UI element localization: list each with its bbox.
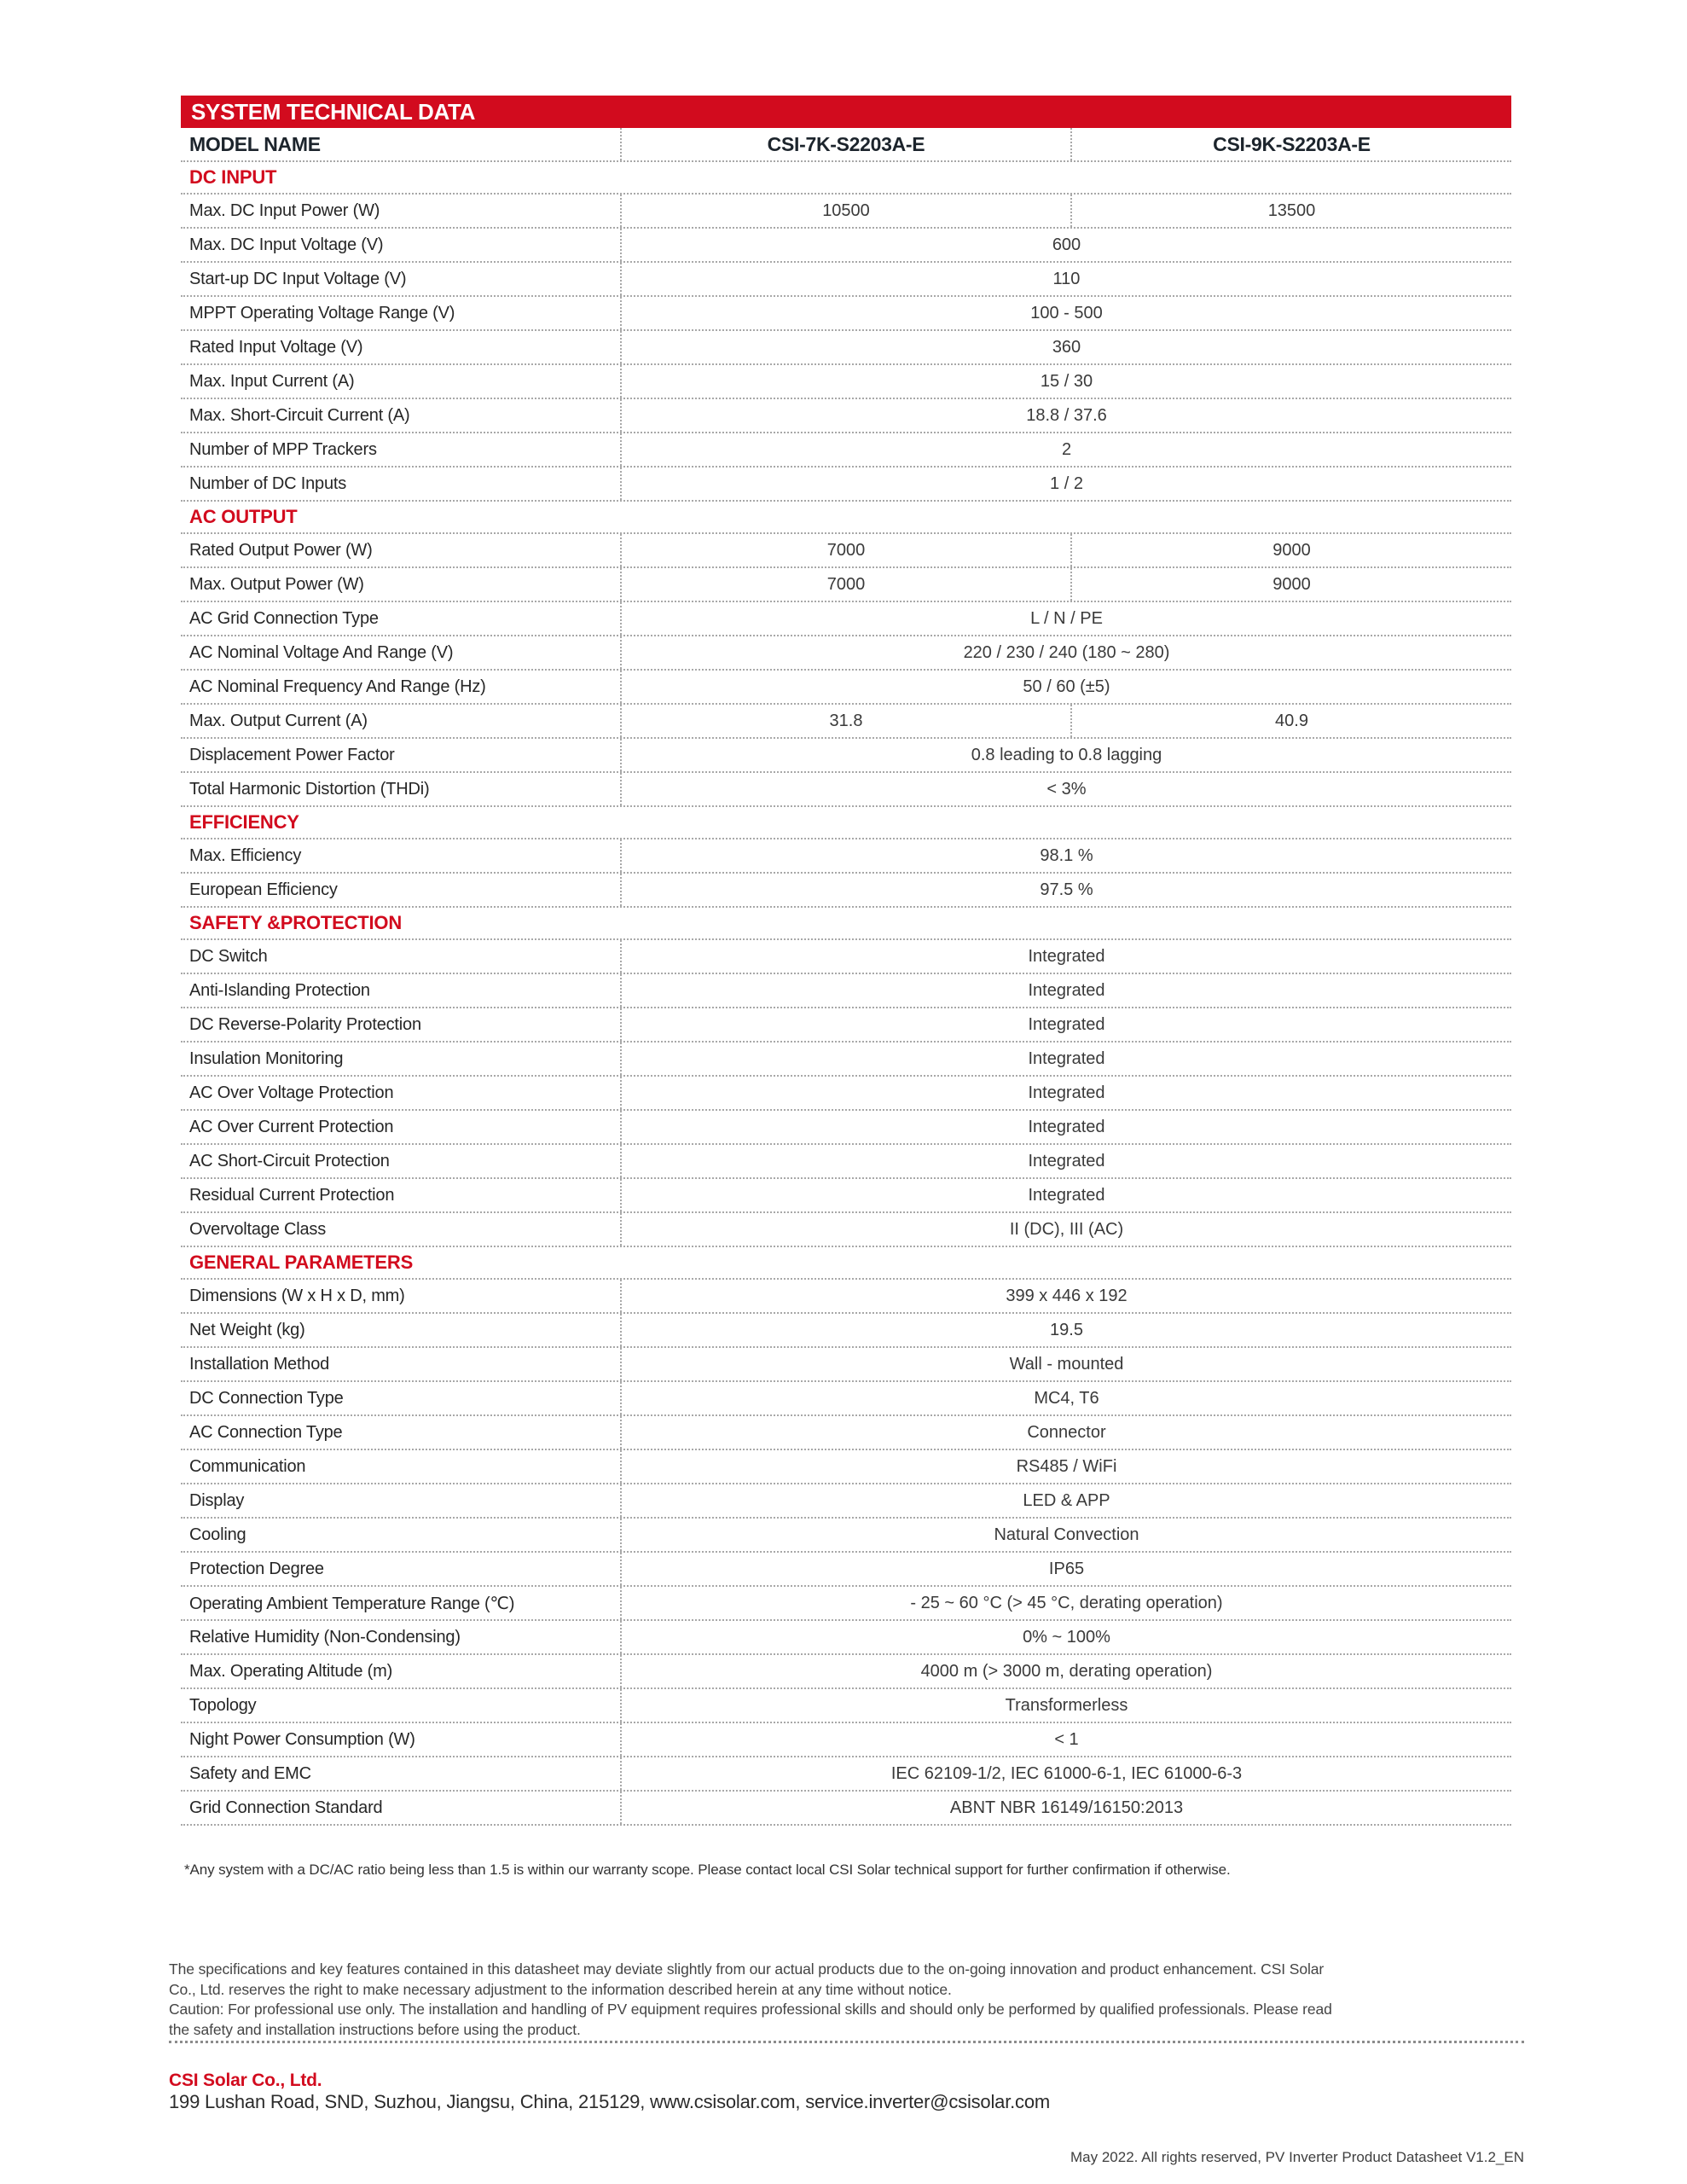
spec-row <box>181 1077 1511 1111</box>
section-header-row <box>181 807 1511 839</box>
spec-label: Insulation Monitoring <box>181 1043 622 1075</box>
spec-label: Max. DC Input Power (W) <box>181 195 622 227</box>
spec-label: Cooling <box>181 1519 622 1551</box>
spec-label: Installation Method <box>181 1348 622 1380</box>
section-banner <box>181 96 1511 128</box>
spec-label: Max. DC Input Voltage (V) <box>181 229 622 261</box>
spec-row <box>181 739 1511 773</box>
spec-row <box>181 1655 1511 1689</box>
spec-label: Max. Operating Altitude (m) <box>181 1655 622 1687</box>
spec-row <box>181 1587 1511 1621</box>
spec-label: Max. Efficiency <box>181 839 622 872</box>
section-title: SAFETY &PROTECTION <box>189 912 403 933</box>
spec-row <box>181 1280 1511 1314</box>
spec-row <box>181 1213 1511 1247</box>
spec-label: Max. Output Power (W) <box>181 568 622 601</box>
spec-label: Number of DC Inputs <box>181 468 622 500</box>
spec-row <box>181 229 1511 263</box>
spec-value: Connector <box>1027 1422 1106 1442</box>
banner-title: SYSTEM TECHNICAL DATA <box>191 98 476 125</box>
disclaimer-block <box>169 1960 1332 2040</box>
spec-value: Integrated <box>1028 946 1105 966</box>
disclaimer-line: Caution: For professional use only. The installation and handling of PV equipment requires professional skills and should only be performed by qualified professionals. Please read <box>169 2001 1332 2018</box>
spec-value: 50 / 60 (±5) <box>1023 677 1110 696</box>
spec-row <box>181 1689 1511 1723</box>
spec-label: Max. Output Current (A) <box>181 705 622 737</box>
spec-label: Topology <box>181 1689 622 1722</box>
spec-label: DC Reverse-Polarity Protection <box>181 1008 622 1041</box>
spec-value: Integrated <box>1028 1083 1105 1102</box>
spec-row <box>181 468 1511 502</box>
spec-value-model2: 13500 <box>1267 200 1316 220</box>
spec-row <box>181 1416 1511 1450</box>
footer-divider <box>169 2041 1524 2043</box>
spec-label: Residual Current Protection <box>181 1179 622 1211</box>
section-title: EFFICIENCY <box>189 811 299 833</box>
section-header-row <box>181 908 1511 940</box>
spec-label: European Efficiency <box>181 874 622 906</box>
spec-row <box>181 1519 1511 1553</box>
datasheet-version: May 2022. All rights reserved, PV Inverter Product Datasheet V1.2_EN <box>1070 2149 1524 2165</box>
spec-label: AC Short-Circuit Protection <box>181 1145 622 1177</box>
spec-row <box>181 433 1511 468</box>
spec-label: Night Power Consumption (W) <box>181 1723 622 1756</box>
spec-value: Natural Convection <box>994 1525 1139 1544</box>
section-title: AC OUTPUT <box>189 506 298 527</box>
spec-value: < 1 <box>1054 1729 1079 1749</box>
spec-label: Rated Output Power (W) <box>181 534 622 566</box>
spec-value: Integrated <box>1028 980 1105 1000</box>
spec-row <box>181 331 1511 365</box>
section-title: DC INPUT <box>189 166 277 188</box>
spec-value: Wall - mounted <box>1009 1354 1124 1374</box>
spec-row <box>181 1111 1511 1145</box>
spec-value: 360 <box>1052 337 1081 357</box>
spec-value-model1: 10500 <box>622 195 1072 227</box>
spec-label: Relative Humidity (Non-Condensing) <box>181 1621 622 1653</box>
spec-value: 18.8 / 37.6 <box>1026 405 1107 425</box>
spec-label: Operating Ambient Temperature Range (℃) <box>181 1587 622 1619</box>
spec-label: Dimensions (W x H x D, mm) <box>181 1280 622 1312</box>
spec-row <box>181 1450 1511 1484</box>
spec-row <box>181 705 1511 739</box>
spec-row <box>181 534 1511 568</box>
spec-row <box>181 940 1511 974</box>
spec-value: LED & APP <box>1023 1490 1110 1510</box>
spec-value: 100 - 500 <box>1030 303 1103 322</box>
spec-row <box>181 1621 1511 1655</box>
spec-table-rows <box>181 162 1511 1826</box>
spec-value: Transformerless <box>1005 1695 1128 1715</box>
spec-value: ABNT NBR 16149/16150:2013 <box>949 1798 1184 1817</box>
disclaimer-line: The specifications and key features contained in this datasheet may deviate slightly from our actual products due to the on-going innovation and product enhancement. CSI Solar <box>169 1960 1325 1978</box>
spec-label: Protection Degree <box>181 1553 622 1585</box>
model-name-value-2: CSI-9K-S2203A-E <box>1213 132 1371 155</box>
spec-label: AC Nominal Voltage And Range (V) <box>181 636 622 669</box>
spec-value: - 25 ~ 60 °C (> 45 °C, derating operation) <box>910 1593 1223 1612</box>
spec-value-model2: 40.9 <box>1275 711 1308 730</box>
spec-label: AC Connection Type <box>181 1416 622 1449</box>
spec-value-model2: 9000 <box>1272 574 1311 594</box>
spec-value: 19.5 <box>1050 1320 1083 1339</box>
spec-row <box>181 1008 1511 1043</box>
spec-row <box>181 1145 1511 1179</box>
spec-row <box>181 1043 1511 1077</box>
spec-value: Integrated <box>1028 1151 1105 1170</box>
spec-label: AC Over Voltage Protection <box>181 1077 622 1109</box>
spec-label: AC Grid Connection Type <box>181 602 622 635</box>
disclaimer-line: Co., Ltd. reserves the right to make necessary adjustment to the information described herein at any time without notice. <box>169 1980 952 1998</box>
spec-value: 98.1 % <box>1040 845 1093 865</box>
spec-label: Start-up DC Input Voltage (V) <box>181 263 622 295</box>
spec-value: Integrated <box>1028 1117 1105 1136</box>
spec-label: DC Connection Type <box>181 1382 622 1414</box>
section-header-row <box>181 502 1511 534</box>
spec-value: 600 <box>1052 235 1081 254</box>
spec-label: Safety and EMC <box>181 1757 622 1790</box>
spec-row <box>181 773 1511 807</box>
spec-row <box>181 1484 1511 1519</box>
spec-row <box>181 1757 1511 1792</box>
spec-value: 1 / 2 <box>1050 473 1083 493</box>
spec-value: 15 / 30 <box>1040 371 1093 391</box>
section-header-row <box>181 1247 1511 1280</box>
spec-label: Total Harmonic Distortion (THDi) <box>181 773 622 805</box>
spec-value: 97.5 % <box>1040 880 1093 899</box>
spec-label: Displacement Power Factor <box>181 739 622 771</box>
spec-row <box>181 874 1511 908</box>
spec-value-model1: 31.8 <box>622 705 1072 737</box>
spec-label: Number of MPP Trackers <box>181 433 622 466</box>
spec-value: L / N / PE <box>1030 608 1103 628</box>
company-address: 199 Lushan Road, SND, Suzhou, Jiangsu, China, 215129, www.csisolar.com, service.inverter@csisolar.com <box>169 2091 1050 2112</box>
spec-row <box>181 263 1511 297</box>
model-name-row <box>181 128 1511 162</box>
spec-row <box>181 1553 1511 1587</box>
spec-value-model2: 9000 <box>1272 540 1311 560</box>
spec-value: Integrated <box>1028 1048 1105 1068</box>
spec-label: AC Nominal Frequency And Range (Hz) <box>181 671 622 703</box>
spec-label: AC Over Current Protection <box>181 1111 622 1143</box>
spec-row <box>181 195 1511 229</box>
spec-value: 110 <box>1052 269 1081 288</box>
spec-label: Overvoltage Class <box>181 1213 622 1246</box>
spec-label: MPPT Operating Voltage Range (V) <box>181 297 622 329</box>
spec-value: RS485 / WiFi <box>1016 1456 1117 1476</box>
spec-row <box>181 974 1511 1008</box>
spec-value: IEC 62109-1/2, IEC 61000-6-1, IEC 61000-6-3 <box>890 1763 1243 1783</box>
spec-label: Communication <box>181 1450 622 1483</box>
spec-label: Display <box>181 1484 622 1517</box>
spec-row <box>181 1723 1511 1757</box>
spec-row <box>181 1348 1511 1382</box>
spec-row <box>181 1314 1511 1348</box>
spec-row <box>181 297 1511 331</box>
spec-row <box>181 365 1511 399</box>
spec-value: 220 / 230 / 240 (180 ~ 280) <box>963 642 1170 662</box>
spec-row <box>181 602 1511 636</box>
section-title: GENERAL PARAMETERS <box>189 1252 414 1273</box>
spec-row <box>181 839 1511 874</box>
spec-label: Anti-Islanding Protection <box>181 974 622 1007</box>
spec-row <box>181 1792 1511 1826</box>
spec-label: Max. Input Current (A) <box>181 365 622 398</box>
spec-value-model1: 7000 <box>622 568 1072 601</box>
spec-row <box>181 671 1511 705</box>
spec-value: < 3% <box>1046 779 1087 799</box>
spec-value: 0% ~ 100% <box>1023 1627 1110 1647</box>
spec-row <box>181 399 1511 433</box>
spec-label: Net Weight (kg) <box>181 1314 622 1346</box>
spec-value-model1: 7000 <box>622 534 1072 566</box>
spec-table <box>181 96 1511 1826</box>
spec-value: Integrated <box>1028 1014 1105 1034</box>
spec-label: DC Switch <box>181 940 622 973</box>
spec-value: 399 x 446 x 192 <box>1006 1286 1128 1305</box>
spec-row <box>181 636 1511 671</box>
spec-row <box>181 1179 1511 1213</box>
spec-value: IP65 <box>1048 1559 1085 1578</box>
company-name: CSI Solar Co., Ltd. <box>169 2071 322 2090</box>
disclaimer-line: the safety and installation instructions before using the product. <box>169 2020 581 2038</box>
spec-value: Integrated <box>1028 1185 1105 1205</box>
spec-label: Grid Connection Standard <box>181 1792 622 1824</box>
model-name-value-1: CSI-7K-S2203A-E <box>622 128 1072 160</box>
section-header-row <box>181 162 1511 195</box>
spec-value: MC4, T6 <box>1034 1388 1099 1408</box>
spec-label: Rated Input Voltage (V) <box>181 331 622 363</box>
spec-label: Max. Short-Circuit Current (A) <box>181 399 622 432</box>
spec-value: 0.8 leading to 0.8 lagging <box>971 745 1162 764</box>
spec-row <box>181 568 1511 602</box>
spec-row <box>181 1382 1511 1416</box>
spec-value: II (DC), III (AC) <box>1009 1219 1124 1239</box>
spec-value: 2 <box>1061 439 1072 459</box>
spec-value: 4000 m (> 3000 m, derating operation) <box>920 1661 1213 1681</box>
model-name-label: MODEL NAME <box>181 128 622 160</box>
warranty-footnote: *Any system with a DC/AC ratio being less than 1.5 is within our warranty scope. Please contact local CSI Solar technical support for further confirmation if otherwise. <box>184 1862 1231 1878</box>
